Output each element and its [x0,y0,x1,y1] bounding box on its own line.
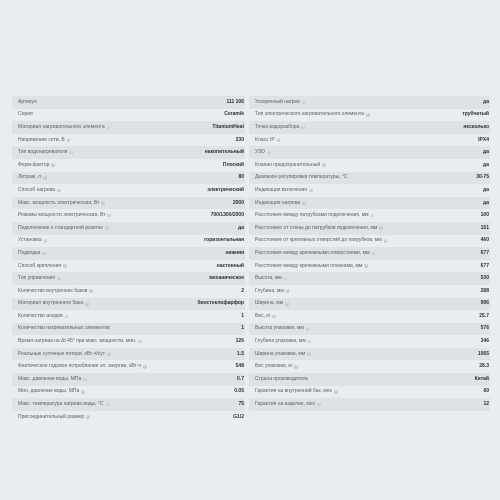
spec-value: 30-75 [476,174,489,181]
spec-row [12,285,245,298]
spec-label [18,264,67,269]
spec-value: 288 [480,287,489,294]
spec-value: 700/1300/2000 [210,212,244,219]
spec-row [249,146,490,159]
spec-row [249,96,490,109]
spec-label-text: Реальные суточные потери, кВт·ч/сут [18,350,106,357]
info-icon[interactable]: i [303,200,305,205]
spec-label [255,238,387,243]
spec-row [249,335,490,348]
info-icon[interactable]: i [302,124,304,129]
spec-label [18,100,37,105]
spec-label-text: Точка водоразбора [255,123,300,130]
spec-row [249,272,490,285]
spec-label-text: Глубина, мм [255,287,284,294]
spec-label-text: Форм-фактор [18,161,50,168]
spec-label-text: Ширина упаковки, мм [255,350,306,357]
spec-label [18,314,68,319]
spec-value: 677 [480,249,489,256]
spec-label-text: Расстояние между патрубками подключения, мм [255,212,369,219]
info-icon[interactable]: i [64,263,66,268]
spec-label-text: УЗО [255,149,265,156]
spec-value: 576 [480,325,489,332]
spec-label-text: Расстояние от крепежных отверстий до патрубков, мм [255,237,382,244]
spec-value: 75 [238,401,244,408]
spec-label [255,226,383,231]
spec-row [12,222,245,235]
spec-row [12,323,245,336]
spec-value: 126 [235,338,244,345]
spec-label-text: Режимы мощности электрическая, Вт [18,212,106,219]
info-icon[interactable]: i [108,351,110,356]
info-icon[interactable]: i [310,187,312,192]
spec-value: механическое [209,275,244,282]
info-icon[interactable]: i [380,225,382,230]
spec-value: 2 [241,287,244,294]
spec-label [18,112,33,117]
spec-value: трубчатый [462,111,489,118]
spec-label [18,352,111,357]
spec-label-text: Высота упаковки, мм [255,325,304,332]
spec-label-text: Гарантия на изделие, мес [255,401,316,408]
spec-label-text: Расстояние от стены до патрубков подключения, мм [255,224,378,231]
info-icon[interactable]: i [335,389,337,394]
spec-label [18,326,110,331]
spec-row [249,134,490,147]
spec-column-left [12,96,245,423]
spec-label [255,301,289,306]
spec-label-text: Клапан предохранительный [255,161,321,168]
spec-row [249,348,490,361]
spec-value: 151 [480,224,489,231]
spec-value: биостеклофарфор [197,300,244,307]
spec-label [18,389,85,394]
spec-value: 346 [480,338,489,345]
spec-label [255,352,311,357]
info-icon[interactable]: i [365,263,367,268]
spec-label-text: Количество анодов [18,312,63,319]
info-icon[interactable]: i [372,212,373,217]
spec-value: 100 [480,212,489,219]
spec-label [255,213,374,218]
info-icon[interactable]: i [68,137,69,142]
spec-row [249,197,490,210]
spec-value: Плоский [222,161,244,168]
spec-row [249,310,490,323]
spec-row [12,247,245,260]
spec-value: 530 [480,275,489,282]
spec-label-text: Подключение к стандартной розетке [18,224,103,231]
spec-label [255,339,311,344]
spec-label [255,112,370,117]
spec-label-text: Ускоренный нагрев [255,98,300,105]
spec-row [249,121,490,134]
specifications-table [12,96,490,423]
spec-label-text: Макс. давление воды, МПа [18,375,82,382]
spec-label-text: Количество нагревательных элементов [18,325,110,332]
spec-value: да [483,149,489,156]
spec-label [18,377,87,382]
spec-label [255,150,271,155]
spec-label-text: Материал нагревательного элемента [18,123,105,130]
spec-value: 1 [241,325,244,332]
spec-label [255,402,321,407]
spec-value: 12 [483,401,489,408]
spec-value: 230 [235,136,244,143]
spec-label [18,150,73,155]
info-icon[interactable]: i [268,149,270,154]
spec-row [249,373,490,386]
spec-label-text: Индикация нагрева [255,199,301,206]
spec-row [249,235,490,248]
spec-row [12,386,245,399]
spec-label [255,364,298,369]
spec-row [249,172,490,185]
spec-row [12,310,245,323]
spec-value: 0.7 [237,375,244,382]
spec-value: 677 [480,262,489,269]
spec-label [18,175,47,180]
spec-value: 996 [480,300,489,307]
spec-value: 1065 [477,350,489,357]
spec-row [249,184,490,197]
info-icon[interactable]: i [106,225,108,230]
spec-row [249,159,490,172]
spec-label-text: Высота, мм [255,275,282,282]
spec-row [12,109,245,122]
info-icon[interactable]: i [367,112,369,117]
info-icon[interactable]: i [307,326,309,331]
spec-label-text: Диапазон регулировки температуры, °С [255,174,348,181]
info-icon[interactable]: i [84,376,86,381]
spec-label [18,276,61,281]
spec-label [255,314,276,319]
spec-label [255,188,313,193]
spec-column-right [249,96,490,423]
spec-row [12,134,245,147]
spec-row [249,323,490,336]
spec-label [255,264,368,269]
info-icon[interactable]: i [286,301,288,305]
spec-label [18,201,105,206]
info-icon[interactable]: i [287,288,288,293]
spec-value: 1.5 [237,350,244,357]
spec-row [249,298,490,311]
spec-label [18,188,61,193]
spec-value: 111 106 [226,98,244,105]
info-icon[interactable]: i [139,338,141,343]
info-icon[interactable]: i [285,275,287,280]
spec-value: нижняя [225,249,244,256]
spec-label [18,402,109,407]
info-icon[interactable]: i [43,250,45,255]
spec-row [12,146,245,159]
spec-value: да [483,199,489,206]
info-icon[interactable]: i [144,363,146,368]
spec-value: TitaniumHeat [212,123,244,130]
spec-value: да [483,161,489,168]
info-icon[interactable]: i [58,187,60,192]
spec-label-text: Способ крепления [18,262,62,269]
info-icon[interactable]: i [70,149,72,154]
spec-row [249,247,490,260]
spec-label-text: Фактическое годовое потребление эл. энергии, кВт·ч [18,363,141,370]
spec-label-text: Вес, кг [255,312,271,319]
spec-label-text: Способ нагрева [18,186,55,193]
spec-row [12,260,245,273]
spec-label [255,125,305,130]
spec-value: да [483,98,489,105]
spec-value: горизонтальная [204,237,244,244]
spec-label [18,125,110,130]
info-icon[interactable]: i [102,200,104,205]
spec-label-text: Литраж, л [18,174,41,181]
spec-label [18,226,109,231]
info-icon[interactable]: i [87,414,89,419]
spec-value: IPX4 [478,136,489,143]
spec-row [12,348,245,361]
spec-value: 1 [241,312,244,319]
spec-value: накопительный [204,149,244,156]
info-icon[interactable]: i [44,175,46,180]
spec-row [249,260,490,273]
info-icon[interactable]: i [58,275,60,280]
spec-label [18,238,47,243]
spec-label [255,289,289,294]
spec-label-text: Установка [18,237,42,244]
info-icon[interactable]: i [318,401,320,406]
spec-value: да [483,186,489,193]
spec-value: 25.7 [479,312,489,319]
spec-label [18,289,93,294]
info-icon[interactable]: i [45,238,46,243]
spec-label [255,276,287,281]
spec-label-text: Ширина, мм [255,300,284,307]
spec-label [18,163,55,168]
info-icon[interactable]: i [90,288,92,293]
spec-row [12,96,245,109]
info-icon[interactable]: i [323,162,325,167]
spec-label [18,251,46,256]
spec-row [12,121,245,134]
spec-label-text: Тип управления [18,275,55,282]
spec-label-text: Расстояние между крепежными отверстиями, мм [255,249,370,256]
spec-row [249,398,490,411]
spec-value: G1/2 [233,413,244,420]
spec-value: 2000 [232,199,244,206]
spec-row [12,184,245,197]
spec-label [18,301,89,306]
spec-value: электрический [207,186,244,193]
spec-label [255,138,280,143]
spec-row [249,222,490,235]
spec-value: да [238,224,244,231]
spec-label-text: Напряжение сети, В [18,136,65,143]
spec-row [249,285,490,298]
spec-label-text: Индикация включения [255,186,308,193]
spec-row [12,209,245,222]
spec-label [18,213,111,218]
spec-label-text: Тип электрического нагревательного элемента [255,111,364,118]
info-icon[interactable]: i [372,250,374,255]
spec-label-text: Страна производитель [255,375,309,382]
spec-row [12,398,245,411]
spec-label-text: Макс. мощность электрическая, Вт [18,199,100,206]
spec-label [255,251,375,256]
spec-label-text: Гарантия на внутренний бак, мес [255,388,333,395]
spec-row [12,373,245,386]
spec-label-text: Макс. температура нагрева воды, °С [18,401,104,408]
spec-label-text: Расстояние между крепежными планками, мм [255,262,363,269]
spec-label [18,138,70,143]
spec-label [255,326,309,331]
spec-row [12,235,245,248]
spec-label-text: Класс IP [255,136,275,143]
spec-value: 460 [480,237,489,244]
spec-row [249,109,490,122]
spec-row [12,197,245,210]
info-icon[interactable]: i [385,238,386,243]
spec-label [255,175,348,180]
info-icon[interactable]: i [86,301,88,305]
spec-label [255,100,305,105]
spec-label-text: Глубина упаковки, мм [255,338,306,345]
info-icon[interactable]: i [295,363,297,368]
spec-value: настенный [216,262,244,269]
spec-row [12,159,245,172]
spec-value: несколько [463,123,489,130]
spec-row [12,298,245,311]
info-icon[interactable]: i [278,137,279,142]
spec-value: 80 [238,174,244,181]
spec-label-text: Материал внутреннего бака [18,300,84,307]
spec-row [12,360,245,373]
spec-row [12,411,245,424]
spec-label-text: Тип водонагревателя [18,149,68,156]
spec-row [249,386,490,399]
spec-row [12,172,245,185]
spec-label [255,201,306,206]
info-icon[interactable]: i [108,124,109,129]
spec-label [18,415,90,420]
spec-label [18,339,142,344]
info-icon[interactable]: i [273,313,275,318]
spec-row [249,360,490,373]
spec-label [255,163,326,168]
spec-label [18,364,147,369]
info-icon[interactable]: i [82,389,84,394]
spec-label-text: Вес упаковки, кг [255,363,293,370]
spec-value: 0.05 [234,388,244,395]
spec-label-text: Мин. давление воды, МПа [18,388,80,395]
spec-label-text: Артикул [18,98,37,105]
spec-label-text: Подводка [18,249,41,256]
info-icon[interactable]: i [309,338,311,343]
info-icon[interactable]: i [106,401,108,406]
spec-value: 548 [235,363,244,370]
info-icon[interactable]: i [66,313,68,318]
info-icon[interactable]: i [108,212,110,217]
spec-label [255,389,338,394]
spec-row [249,209,490,222]
info-icon[interactable]: i [308,351,310,356]
spec-value: 60 [483,388,489,395]
spec-value: Китай [474,375,489,382]
spec-label [255,377,308,382]
info-icon[interactable]: i [52,162,54,167]
spec-row [12,272,245,285]
spec-label-text: Присоединительный размер [18,413,85,420]
spec-label-text: Количество внутренних баков [18,287,88,294]
spec-label-text: Серия [18,111,33,118]
spec-row [12,335,245,348]
spec-label-text: Время нагрева на Δt 45° при макс. мощности, мин. [18,338,137,345]
spec-value: Ceramik [224,111,244,118]
spec-value: 28.3 [479,363,489,370]
info-icon[interactable]: i [303,99,305,104]
